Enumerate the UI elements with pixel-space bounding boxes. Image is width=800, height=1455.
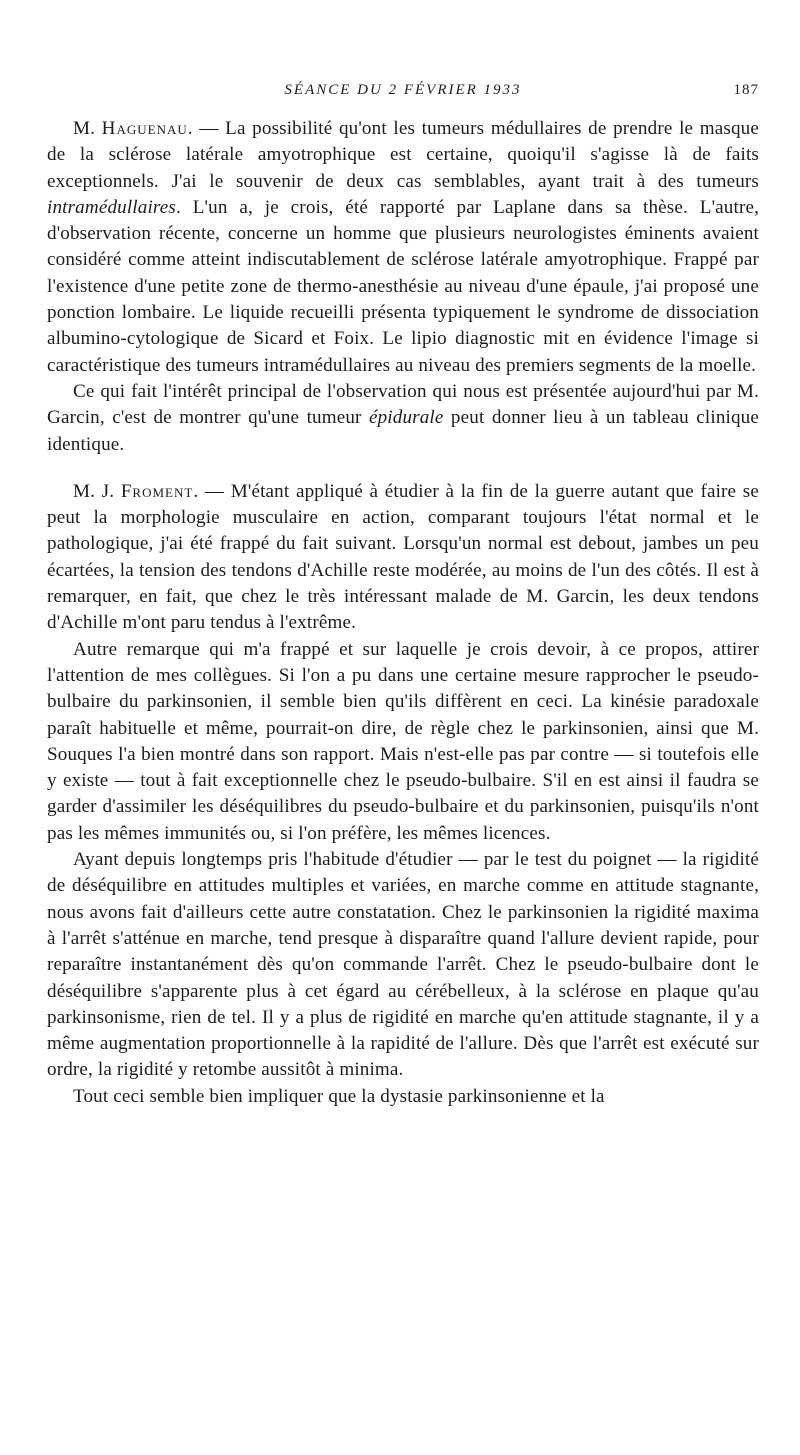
running-title: SÉANCE DU 2 FÉVRIER 1933: [284, 82, 522, 98]
paragraph-froment: [47, 479, 759, 637]
paragraph-text: . L'un a, je crois, été rapporté par Laplane dans sa thèse. L'autre, d'observation récente, concerne un homme que plusieurs neurologistes éminents avaient considéré comme atteint indiscutablement de sclérose latérale amyotrophique. Frappé par l'existence d'une petite zone de thermo-anesthésie au niveau d'une épaule, j'ai proposé une ponction lombaire. Le liquide recueilli présenta typiquement le syndrome de dissociation albumino-cytologique de Sicard et Foix. Le lipio diagnostic mit en évidence l'image si caractéristique des tumeurs intramédullaires au niveau des premiers segments de la moelle.: [47, 196, 759, 376]
italic-term: intramédullaires: [47, 196, 176, 218]
paragraph-rigidite: [47, 847, 759, 1084]
running-head: [47, 82, 759, 104]
page-number: 187: [733, 82, 759, 98]
paragraph-text: . — La possibilité qu'ont les tumeurs médullaires de prendre le masque de la sclérose latérale amyotrophique est certaine, quoiqu'il s'agisse là de faits exceptionnels. J'ai le souvenir de deux cas semblables, ayant trait à des tumeurs: [47, 118, 759, 192]
italic-term: épidurale: [368, 407, 444, 429]
body-text: [47, 116, 759, 1110]
paragraph-text: Ayant depuis longtemps pris l'habitude d'étudier — par le test du poignet — la rigidité de déséquilibre en attitudes multiples et variées, en marche comme en attitude stagnante, nous avons fait d'ailleurs cette autre constatation. Chez le parkinsonien la rigidité maxima à l'arrêt s'atténue en marche, tend presque à disparaître quand l'allure devient rapide, pour reparaître instantanément dès qu'on commande l'arrêt. Chez le pseudo-bulbaire dont le déséquilibre s'apparente plus à cet égard au cérébelleux, à la sclérose en plaque qu'au parkinsonisme, rien de tel. Il y a plus de rigidité en marche qu'en attitude stagnante, il y a même augmentation proportionnelle à la rapidité de l'allure. Dès que l'arrêt est exécuté sur ordre, la rigidité y retombe aussitôt à minima.: [47, 849, 759, 1081]
paragraph-dystasie: [47, 1084, 759, 1110]
paragraph-haguenau: [47, 116, 759, 379]
speaker-prefix: M.: [73, 118, 102, 139]
paragraph-remarque: [47, 637, 759, 847]
paragraph-text: Autre remarque qui m'a frappé et sur laquelle je crois devoir, à ce propos, attirer l'attention de mes collègues. Si l'on a pu dans une certaine mesure rapprocher le pseudo-bulbaire du parkinsonien, il semble bien qu'ils diffèrent en ceci. La kinésie paradoxale paraît habituelle et même, pourrait-on dire, de règle chez le parkinsonien, ainsi que M. Souques l'a bien montré dans son rapport. Mais n'est-elle pas par contre — si toutefois elle y existe — tout à fait exceptionnelle chez le pseudo-bulbaire. S'il en est ainsi il faudra se garder d'assimiler les déséquilibres du pseudo-bulbaire et du parkinsonien, puisqu'ils n'ont pas les mêmes immunités ou, si l'on préfère, les mêmes licences.: [47, 638, 759, 844]
paragraph-garcin-observation: [47, 379, 759, 458]
speaker-name: Haguenau: [101, 118, 188, 139]
paragraph-text: Tout ceci semble bien impliquer que la dystasie parkinsonienne et la: [73, 1085, 605, 1107]
speaker-name: Froment: [120, 480, 194, 502]
paragraph-text: . — M'étant appliqué à étudier à la fin de la guerre autant que faire se peut la morphologie musculaire en action, comparant toujours l'état normal et le pathologique, j'ai été frappé du fait suivant. Lorsqu'un normal est debout, jambes un peu écartées, la tension des tendons d'Achille reste modérée, au moins de l'un des côtés. Il est à remarquer, en fait, que chez le très intéressant malade de M. Garcin, les deux tendons d'Achille m'ont paru tendus à l'extrême.: [47, 480, 759, 634]
paragraph-text: Ce qui fait l'intérêt principal de l'observation qui nous est présentée aujourd'hui par M. Garcin, c'est de montrer qu'une tumeur: [47, 380, 759, 429]
speaker-prefix: M. J.: [73, 480, 121, 502]
paragraph-text: peut donner lieu à un tableau clinique identique.: [47, 407, 759, 455]
